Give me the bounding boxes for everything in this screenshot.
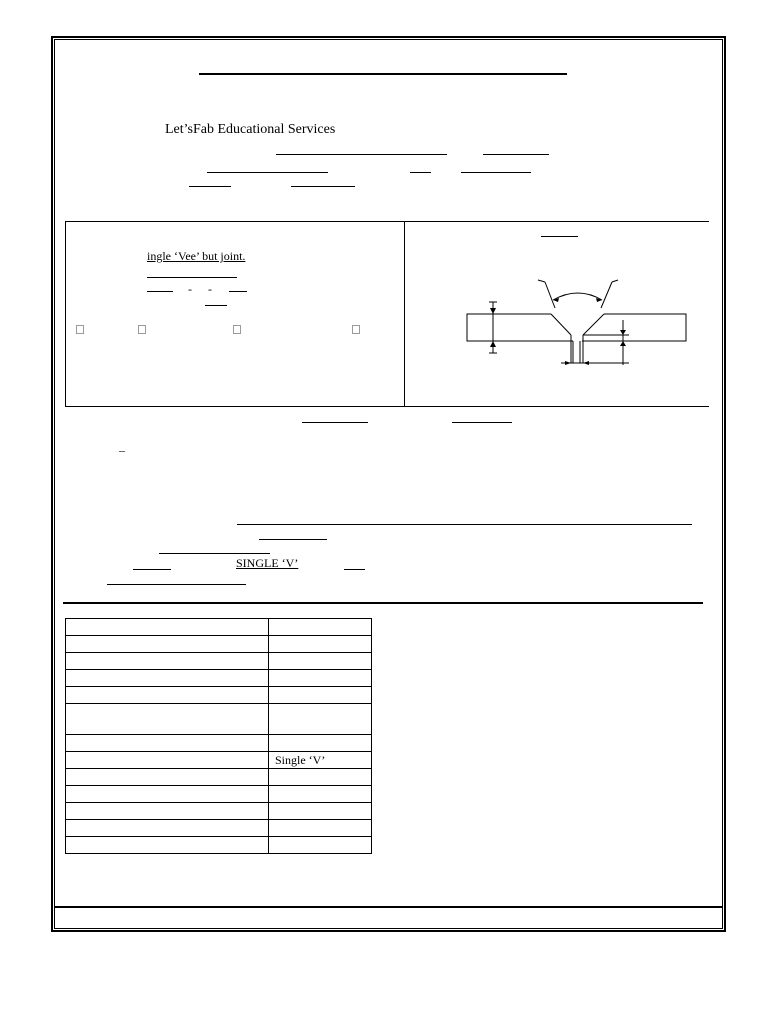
table-cell-label[interactable] [66,670,269,687]
option-checkbox[interactable] [233,325,241,334]
groove-angle-arc [553,293,602,300]
joint-field-line[interactable] [147,277,237,278]
joint-description: ingle ‘Vee’ but joint. [147,249,246,263]
header-field-line[interactable] [461,172,531,173]
sketch-panel-bottom-rule [405,406,709,407]
table-cell-label[interactable] [66,687,269,704]
header-field-line[interactable] [410,172,431,173]
table-row [66,653,372,670]
table-cell-value[interactable] [269,786,372,803]
header-field-line[interactable] [483,154,549,155]
table-row [66,636,372,653]
table-cell-value[interactable] [269,636,372,653]
field-line[interactable] [237,524,692,525]
table-cell-value[interactable] [269,803,372,820]
option-checkbox[interactable] [76,325,84,334]
table-cell-label[interactable] [66,636,269,653]
table-cell-value[interactable] [269,653,372,670]
header-field-line[interactable] [276,154,447,155]
option-checkbox[interactable] [138,325,146,334]
parameters-table [65,618,372,854]
footer-rule [54,906,723,908]
table-row [66,670,372,687]
groove-face-left [551,314,571,335]
table-cell-value[interactable] [269,704,372,735]
table-cell-value[interactable] [269,837,372,854]
table-cell-label[interactable] [66,752,269,769]
header-field-line[interactable] [291,186,355,187]
joint-field-line[interactable] [147,291,173,292]
table-cell-label[interactable] [66,619,269,636]
header-field-line[interactable] [207,172,328,173]
right-plate [582,314,686,341]
table-cell-value[interactable]: Single ‘V’ [269,752,372,769]
table-cell-value[interactable] [269,687,372,704]
joint-dash: - [188,282,192,296]
table-cell-value[interactable] [269,619,372,636]
field-line[interactable] [107,584,246,585]
table-cell-label[interactable] [66,653,269,670]
field-line[interactable] [452,422,512,423]
table-cell-label[interactable] [66,803,269,820]
header-field-line[interactable] [189,186,231,187]
left-plate [467,314,573,341]
joint-sketch [405,222,709,406]
dash-mark: – [119,443,125,457]
table-row [66,769,372,786]
table-row [66,619,372,636]
table-cell-label[interactable] [66,769,269,786]
angle-ext-left [545,282,555,308]
table-row [66,786,372,803]
field-line[interactable] [133,569,171,570]
joint-field-line[interactable] [205,305,227,306]
table-row [66,735,372,752]
table-cell-value[interactable] [269,670,372,687]
field-line[interactable] [259,539,327,540]
table-cell-value[interactable] [269,735,372,752]
groove-face-right [583,314,604,335]
angle-ext-right [601,282,612,308]
table-row [66,704,372,735]
table-cell-label[interactable] [66,704,269,735]
table-row [66,752,372,769]
table-row [66,820,372,837]
option-checkbox[interactable] [352,325,360,334]
section-divider [63,602,703,604]
title-rule [199,73,567,75]
organization-name: Let’sFab Educational Services [165,122,336,137]
table-cell-label[interactable] [66,786,269,803]
table-cell-value[interactable] [269,769,372,786]
table-cell-label[interactable] [66,837,269,854]
table-row [66,837,372,854]
field-line[interactable] [159,553,270,554]
table-cell-value[interactable] [269,820,372,837]
field-line[interactable] [302,422,368,423]
table-cell-label[interactable] [66,735,269,752]
table-row [66,687,372,704]
groove-type: SINGLE ‘V’ [236,556,299,570]
table-row [66,803,372,820]
field-line[interactable] [344,569,365,570]
joint-dash: - [208,282,212,296]
table-cell-label[interactable] [66,820,269,837]
joint-field-line[interactable] [229,291,247,292]
